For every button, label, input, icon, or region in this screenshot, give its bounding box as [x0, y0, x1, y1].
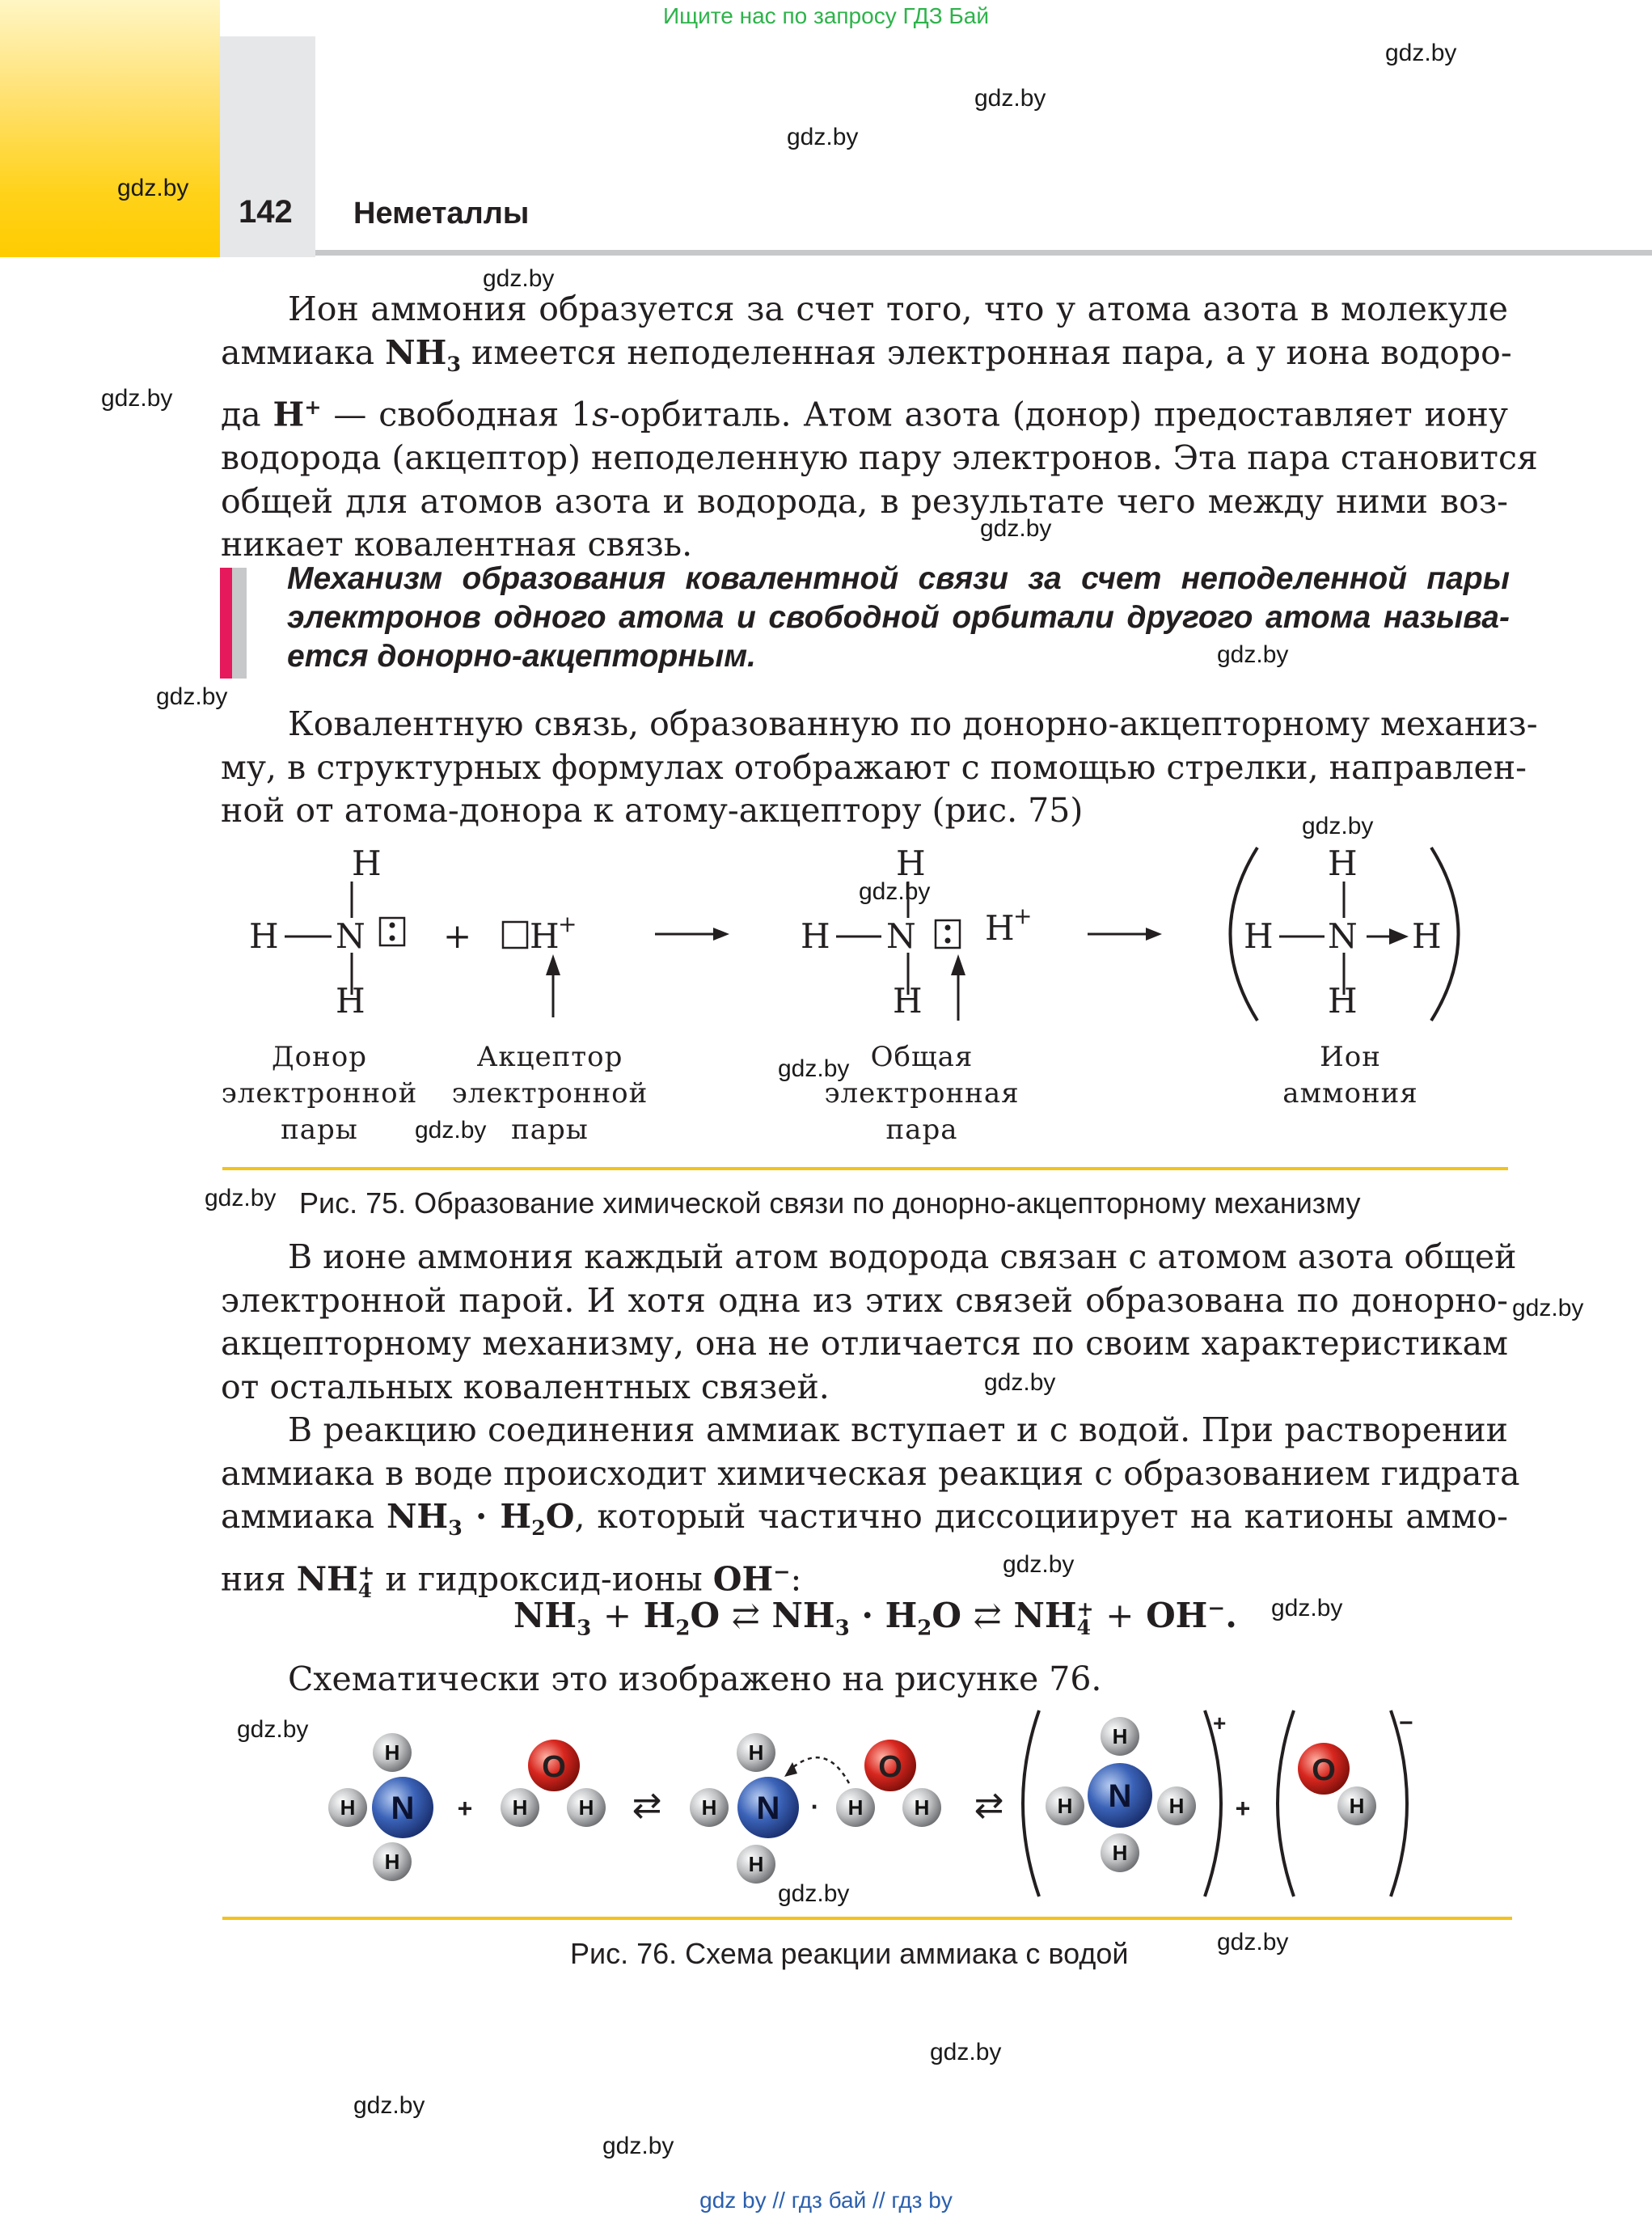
svg-text:N: N — [886, 916, 916, 956]
rule-gray-bar — [232, 568, 247, 679]
svg-text:⇄: ⇄ — [974, 1786, 1004, 1825]
ammonium-structure — [1231, 844, 1459, 1021]
watermark: gdz.by — [353, 2092, 425, 2119]
proton-structure — [503, 911, 577, 1017]
svg-text:H: H — [1244, 916, 1274, 956]
figure-76-caption: Рис. 76. Схема реакции аммиака с водой — [570, 1937, 1129, 1970]
watermark: gdz.by — [237, 1716, 309, 1743]
label-donor: Донор электронной пары — [221, 1041, 418, 1146]
svg-text:H: H — [1112, 1724, 1128, 1748]
watermark: gdz.by — [930, 2039, 1002, 2065]
hydrogen-ion: H — [530, 916, 560, 956]
watermark: gdz.by — [778, 1055, 850, 1082]
svg-text:N: N — [1108, 1778, 1132, 1814]
paragraph-schematic: Схематически это изображено на рисунке 76. — [288, 1660, 1102, 1698]
paragraph-ammonium-bonds: В ионе аммония каждый атом водорода связан с атомом азота общей электронной парой. И хотя одна из этих связей образована по донорно- акцепторному механизму, она не отличается по своим характеристикам от остальных ковалентных связей. — [221, 1237, 1517, 1406]
svg-text:H: H — [1349, 1794, 1365, 1818]
rule-accent-bar — [220, 568, 232, 679]
paragraph-ammonia-water: В реакцию соединения аммиак вступает и с водой. При растворении аммиака в воде происходит химическая реакция с образованием гидрата аммиака $NH_3 \cdot H_2O$, который частично диссоциирует на катионы аммо- ния NH + 4 и гидроксид-ионы OH−: — [221, 1410, 1520, 1602]
svg-text:N: N — [391, 1791, 415, 1826]
hydroxide-model — [1278, 1710, 1413, 1896]
label-ammonium-ion: Ион аммония — [1282, 1041, 1418, 1110]
paragraph-ammonium-formation: Ион аммония образуется за счет того, что у атома азота в молекуле аммиака $NH_3$ имеется неподеленная электронная пара, а у иона водоро- да H+ — свободная 1s-орбиталь. Атом азота (донор) предоставляет иону водорода (акцептор) неподеленную пару электронов. Эта пара становится общей для атомов азота и водорода, в результате чего между ними воз- никает ковалентная связь. — [221, 290, 1538, 564]
chapter-title: Неметаллы — [353, 197, 530, 230]
svg-text:H: H — [1328, 844, 1358, 883]
dissociation-equation: $NH_3 + H_2O$ ⇄ $NH_3 \cdot H_2O$ ⇄ NH + 4 + OH−. — [513, 1596, 1237, 1641]
svg-text:H: H — [384, 1740, 400, 1765]
svg-text:H: H — [1168, 1794, 1185, 1818]
nitrogen-atom: N — [336, 916, 365, 956]
top-search-banner[interactable]: Ищите нас по запросу ГДЗ Бай — [662, 3, 990, 28]
ammonia-structure — [249, 844, 404, 1021]
svg-text:O: O — [1312, 1753, 1336, 1787]
svg-text:H: H — [801, 916, 830, 956]
svg-text:H: H — [847, 1795, 864, 1820]
svg-text:H: H — [893, 981, 923, 1021]
watermark: gdz.by — [974, 85, 1046, 112]
watermark: gdz.by — [1302, 813, 1374, 839]
svg-text:⇄: ⇄ — [632, 1786, 662, 1825]
svg-text:·: · — [810, 1792, 820, 1821]
donor-acceptor-arrow — [1389, 928, 1409, 945]
svg-text:N: N — [756, 1791, 780, 1826]
watermark: gdz.by — [778, 1880, 850, 1907]
svg-text:H: H — [384, 1850, 400, 1874]
figure-75-caption: Рис. 75. Образование химической связи по донорно-акцепторному механизму — [299, 1186, 1361, 1220]
svg-text:H: H — [578, 1795, 594, 1820]
watermark: gdz.by — [1271, 1595, 1343, 1621]
watermark: gdz.by — [483, 265, 555, 292]
watermark: gdz.by — [117, 175, 189, 201]
empty-orbital-box — [503, 922, 527, 948]
electron — [390, 936, 395, 941]
watermark: gdz.by — [602, 2133, 674, 2159]
watermark: gdz.by — [1385, 40, 1457, 66]
svg-text:H: H — [914, 1795, 930, 1820]
svg-text:H: H — [1112, 1841, 1128, 1865]
watermark: gdz.by — [156, 683, 228, 710]
ammonium-model — [1023, 1710, 1226, 1896]
watermark: gdz.by — [980, 515, 1052, 542]
figure-76-ball-models — [307, 1702, 1439, 1905]
svg-text:+: + — [1213, 1710, 1227, 1736]
electron-pair-box — [380, 918, 404, 945]
proton-transfer-arrow — [788, 1757, 849, 1783]
svg-text:H: H — [748, 1740, 764, 1765]
watermark: gdz.by — [984, 1369, 1056, 1396]
figure-75-rule — [222, 1167, 1508, 1170]
svg-text:+: + — [1013, 903, 1033, 929]
plus-sign: + — [443, 916, 472, 956]
svg-text:H: H — [1412, 916, 1442, 956]
electron — [390, 923, 395, 928]
equilibrium-arrow: ⇄ — [973, 1596, 1002, 1635]
equilibrium-arrow: ⇄ — [731, 1596, 760, 1635]
hydrogen-atom: H — [336, 981, 365, 1021]
svg-text:−: − — [1399, 1710, 1413, 1736]
svg-text:+: + — [558, 911, 577, 937]
ammonia-hydrate-model — [690, 1733, 941, 1884]
watermark: gdz.by — [1003, 1551, 1075, 1578]
svg-text:O: O — [878, 1750, 902, 1784]
watermark: gdz.by — [205, 1185, 277, 1211]
svg-text:H: H — [1328, 981, 1358, 1021]
svg-text:N: N — [1328, 916, 1358, 956]
watermark: gdz.by — [1217, 1929, 1289, 1956]
svg-text:+: + — [1235, 1794, 1251, 1823]
watermark: gdz.by — [1217, 641, 1289, 668]
definition-donor-acceptor: Механизм образования ковалентной связи за счет неподеленной пары электронов одного атома и свободной орбитали другого атома называ- ется донорно-акцепторным. — [287, 561, 1510, 674]
svg-text:H: H — [985, 908, 1015, 948]
svg-text:+: + — [457, 1794, 473, 1823]
footer-links[interactable]: gdz by // гдз бай // гдз by — [699, 2188, 953, 2213]
ammonia-model — [328, 1733, 433, 1881]
arrow-head — [546, 954, 560, 975]
label-acceptor: Акцептор электронной пары — [451, 1041, 649, 1146]
figure-76-rule — [222, 1917, 1512, 1920]
watermark: gdz.by — [101, 385, 173, 412]
hydrogen-atom: H — [352, 844, 382, 883]
svg-text:H: H — [896, 844, 926, 883]
paragraph-arrow-notation: Ковалентную связь, образованную по донорно-акцепторному механиз- му, в структурных формулах отображают с помощью стрелки, направлен- ной от атома-донора к атому-акцептору (рис. 75) — [221, 704, 1538, 830]
page-number: 142 — [239, 194, 293, 230]
corner-decoration — [0, 0, 220, 257]
hydrogen-atom: H — [249, 916, 279, 956]
label-shared-pair: Общая электронная пара — [824, 1041, 1020, 1146]
watermark: gdz.by — [787, 124, 859, 150]
svg-text:H: H — [1057, 1794, 1073, 1818]
svg-text:H: H — [701, 1795, 717, 1820]
svg-text:H: H — [748, 1852, 764, 1876]
water-model — [501, 1740, 606, 1827]
watermark: gdz.by — [1512, 1295, 1584, 1321]
svg-text:O: O — [542, 1750, 566, 1784]
watermark: gdz.by — [415, 1117, 487, 1144]
svg-text:H: H — [340, 1795, 356, 1820]
svg-text:H: H — [512, 1795, 528, 1820]
intermediate-structure — [801, 844, 1032, 1021]
watermark: gdz.by — [859, 878, 931, 905]
header-rule — [315, 250, 1652, 256]
